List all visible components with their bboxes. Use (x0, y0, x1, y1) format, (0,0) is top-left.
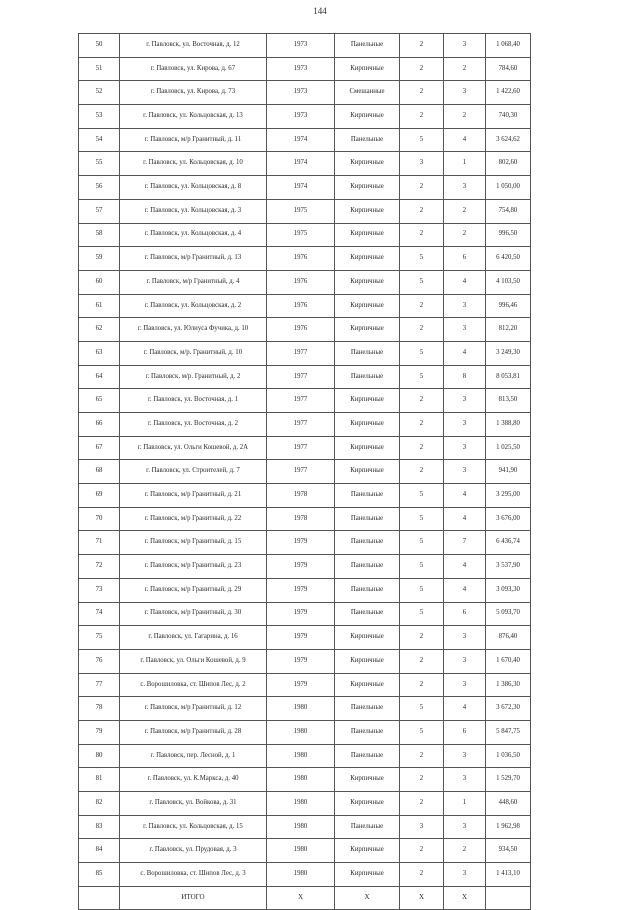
material-cell: Панельные (335, 815, 400, 839)
address-cell: г. Павловск, м/р Гранитный, д. 12 (120, 697, 267, 721)
area-cell: 740,30 (486, 105, 531, 129)
entrances-cell: 3 (444, 81, 486, 105)
floors-cell: 5 (400, 720, 444, 744)
row-number: 65 (79, 389, 120, 413)
material-cell: Кирпичные (335, 389, 400, 413)
material-cell: Кирпичные (335, 223, 400, 247)
year-cell: 1976 (267, 294, 335, 318)
address-cell: с. Ворошиловка, ст. Шипов Лес, д. 3 (120, 863, 267, 887)
table-row (79, 57, 531, 81)
floors-cell: 5 (400, 697, 444, 721)
address-cell: г. Павловск, ул. Юлиуса Фучика, д. 10 (120, 318, 267, 342)
floors-cell: 5 (400, 365, 444, 389)
year-cell: 1977 (267, 436, 335, 460)
material-cell: Кирпичные (335, 649, 400, 673)
table-row (79, 105, 531, 129)
table-row (79, 389, 531, 413)
entrances-cell: 3 (444, 436, 486, 460)
address-cell: г. Павловск, ул. Восточная, д. 12 (120, 34, 267, 58)
area-cell: 1 422,60 (486, 81, 531, 105)
floors-cell: 5 (400, 578, 444, 602)
address-cell: с. Ворошиловка, ст. Шипов Лес, д. 2 (120, 673, 267, 697)
row-number: 64 (79, 365, 120, 389)
table-row (79, 365, 531, 389)
year-cell: 1973 (267, 57, 335, 81)
address-cell: г. Павловск, ул. Кольцовская, д. 13 (120, 105, 267, 129)
material-cell: Панельные (335, 128, 400, 152)
area-cell: 1 962,98 (486, 815, 531, 839)
entrances-cell: 3 (444, 815, 486, 839)
material-cell: Панельные (335, 744, 400, 768)
year-cell: 1979 (267, 649, 335, 673)
area-cell: 6 420,50 (486, 247, 531, 271)
row-number: 71 (79, 531, 120, 555)
row-number: 54 (79, 128, 120, 152)
area-cell: 5 093,70 (486, 602, 531, 626)
entrances-cell: 6 (444, 247, 486, 271)
row-number: 62 (79, 318, 120, 342)
row-number: 74 (79, 602, 120, 626)
total-floors: X (400, 886, 444, 909)
address-cell: г. Павловск, м/р Гранитный, д. 23 (120, 555, 267, 579)
address-cell: г. Павловск, ул. Гагарина, д. 16 (120, 626, 267, 650)
year-cell: 1973 (267, 81, 335, 105)
area-cell: 5 847,75 (486, 720, 531, 744)
table-row (79, 815, 531, 839)
table-row (79, 555, 531, 579)
year-cell: 1975 (267, 199, 335, 223)
table-row (79, 128, 531, 152)
table-row (79, 247, 531, 271)
row-number: 60 (79, 270, 120, 294)
floors-cell: 2 (400, 57, 444, 81)
entrances-cell: 3 (444, 294, 486, 318)
row-number: 52 (79, 81, 120, 105)
address-cell: г. Павловск, м/р Гранитный, д. 4 (120, 270, 267, 294)
area-cell: 1 670,40 (486, 649, 531, 673)
area-cell: 812,20 (486, 318, 531, 342)
floors-cell: 2 (400, 768, 444, 792)
floors-cell: 2 (400, 34, 444, 58)
total-area (486, 886, 531, 909)
entrances-cell: 2 (444, 839, 486, 863)
table-row (79, 152, 531, 176)
row-number: 83 (79, 815, 120, 839)
floors-cell: 2 (400, 176, 444, 200)
material-cell: Кирпичные (335, 57, 400, 81)
row-number: 50 (79, 34, 120, 58)
table-row (79, 744, 531, 768)
table-row (79, 839, 531, 863)
area-cell: 3 624,62 (486, 128, 531, 152)
year-cell: 1975 (267, 223, 335, 247)
area-cell: 3 537,90 (486, 555, 531, 579)
year-cell: 1980 (267, 792, 335, 816)
year-cell: 1974 (267, 152, 335, 176)
table-row (79, 578, 531, 602)
area-cell: 3 249,30 (486, 341, 531, 365)
row-number: 73 (79, 578, 120, 602)
year-cell: 1980 (267, 863, 335, 887)
area-cell: 802,60 (486, 152, 531, 176)
material-cell: Панельные (335, 484, 400, 508)
table-row (79, 176, 531, 200)
total-num-cell (79, 886, 120, 909)
table-row (79, 507, 531, 531)
entrances-cell: 1 (444, 152, 486, 176)
year-cell: 1974 (267, 176, 335, 200)
floors-cell: 2 (400, 673, 444, 697)
table-row (79, 697, 531, 721)
row-number: 63 (79, 341, 120, 365)
year-cell: 1979 (267, 578, 335, 602)
floors-cell: 2 (400, 223, 444, 247)
entrances-cell: 3 (444, 649, 486, 673)
row-number: 80 (79, 744, 120, 768)
area-cell: 1 386,30 (486, 673, 531, 697)
address-cell: г. Павловск, м/р Гранитный, д. 22 (120, 507, 267, 531)
entrances-cell: 2 (444, 105, 486, 129)
material-cell: Панельные (335, 365, 400, 389)
year-cell: 1978 (267, 484, 335, 508)
year-cell: 1979 (267, 626, 335, 650)
material-cell: Панельные (335, 341, 400, 365)
area-cell: 1 413,10 (486, 863, 531, 887)
housing-registry-table (78, 33, 531, 910)
table-row (79, 341, 531, 365)
table-row (79, 81, 531, 105)
address-cell: г. Павловск, ул. Строителей, д. 7 (120, 460, 267, 484)
address-cell: г. Павловск, м/р Гранитный, д. 30 (120, 602, 267, 626)
address-cell: г. Павловск, пер. Лесной, д. 1 (120, 744, 267, 768)
floors-cell: 2 (400, 460, 444, 484)
year-cell: 1980 (267, 768, 335, 792)
row-number: 55 (79, 152, 120, 176)
entrances-cell: 3 (444, 863, 486, 887)
area-cell: 6 436,74 (486, 531, 531, 555)
row-number: 76 (79, 649, 120, 673)
material-cell: Кирпичные (335, 294, 400, 318)
floors-cell: 2 (400, 318, 444, 342)
material-cell: Панельные (335, 602, 400, 626)
entrances-cell: 3 (444, 34, 486, 58)
year-cell: 1979 (267, 673, 335, 697)
entrances-cell: 2 (444, 199, 486, 223)
floors-cell: 5 (400, 484, 444, 508)
year-cell: 1980 (267, 744, 335, 768)
entrances-cell: 8 (444, 365, 486, 389)
floors-cell: 2 (400, 792, 444, 816)
floors-cell: 3 (400, 815, 444, 839)
row-number: 72 (79, 555, 120, 579)
floors-cell: 2 (400, 294, 444, 318)
table-row (79, 768, 531, 792)
address-cell: г. Павловск, ул. Кольцовская, д. 15 (120, 815, 267, 839)
material-cell: Кирпичные (335, 460, 400, 484)
table-row (79, 626, 531, 650)
total-label: ИТОГО (120, 886, 267, 909)
row-number: 61 (79, 294, 120, 318)
address-cell: г. Павловск, м/р. Гранитный, д. 10 (120, 341, 267, 365)
floors-cell: 2 (400, 744, 444, 768)
year-cell: 1974 (267, 128, 335, 152)
area-cell: 3 295,00 (486, 484, 531, 508)
address-cell: г. Павловск, м/р Гранитный, д. 28 (120, 720, 267, 744)
table-row (79, 484, 531, 508)
floors-cell: 5 (400, 531, 444, 555)
area-cell: 813,50 (486, 389, 531, 413)
year-cell: 1977 (267, 341, 335, 365)
row-number: 75 (79, 626, 120, 650)
entrances-cell: 4 (444, 341, 486, 365)
year-cell: 1976 (267, 270, 335, 294)
row-number: 59 (79, 247, 120, 271)
floors-cell: 2 (400, 199, 444, 223)
entrances-cell: 3 (444, 413, 486, 437)
floors-cell: 2 (400, 839, 444, 863)
entrances-cell: 2 (444, 223, 486, 247)
area-cell: 996,50 (486, 223, 531, 247)
year-cell: 1979 (267, 555, 335, 579)
address-cell: г. Павловск, м/р. Гранитный, д. 2 (120, 365, 267, 389)
area-cell: 1 036,50 (486, 744, 531, 768)
table-row (79, 531, 531, 555)
entrances-cell: 3 (444, 318, 486, 342)
material-cell: Кирпичные (335, 626, 400, 650)
table-row (79, 413, 531, 437)
row-number: 57 (79, 199, 120, 223)
area-cell: 1 529,70 (486, 768, 531, 792)
area-cell: 8 053,81 (486, 365, 531, 389)
entrances-cell: 3 (444, 389, 486, 413)
year-cell: 1980 (267, 720, 335, 744)
row-number: 77 (79, 673, 120, 697)
row-number: 81 (79, 768, 120, 792)
floors-cell: 2 (400, 863, 444, 887)
address-cell: г. Павловск, ул. Кирова, д. 67 (120, 57, 267, 81)
area-cell: 996,46 (486, 294, 531, 318)
address-cell: г. Павловск, м/р Гранитный, д. 13 (120, 247, 267, 271)
year-cell: 1973 (267, 34, 335, 58)
entrances-cell: 3 (444, 176, 486, 200)
entrances-cell: 4 (444, 697, 486, 721)
year-cell: 1979 (267, 531, 335, 555)
table-row (79, 673, 531, 697)
material-cell: Кирпичные (335, 768, 400, 792)
address-cell: г. Павловск, ул. Кольцовская, д. 3 (120, 199, 267, 223)
material-cell: Кирпичные (335, 863, 400, 887)
entrances-cell: 3 (444, 673, 486, 697)
table-row (79, 318, 531, 342)
table-row (79, 649, 531, 673)
area-cell: 876,40 (486, 626, 531, 650)
material-cell: Панельные (335, 720, 400, 744)
row-number: 69 (79, 484, 120, 508)
table-row (79, 720, 531, 744)
material-cell: Кирпичные (335, 199, 400, 223)
entrances-cell: 3 (444, 744, 486, 768)
address-cell: г. Павловск, м/р Гранитный, д. 21 (120, 484, 267, 508)
table-row (79, 863, 531, 887)
row-number: 82 (79, 792, 120, 816)
material-cell: Кирпичные (335, 247, 400, 271)
address-cell: г. Павловск, ул. Восточная, д. 2 (120, 413, 267, 437)
total-row (79, 886, 531, 909)
row-number: 85 (79, 863, 120, 887)
entrances-cell: 4 (444, 484, 486, 508)
table-row (79, 460, 531, 484)
entrances-cell: 4 (444, 270, 486, 294)
year-cell: 1976 (267, 318, 335, 342)
area-cell: 1 068,40 (486, 34, 531, 58)
floors-cell: 5 (400, 507, 444, 531)
floors-cell: 2 (400, 649, 444, 673)
table-row (79, 270, 531, 294)
table-body (79, 34, 531, 887)
address-cell: г. Павловск, м/р Гранитный, д. 11 (120, 128, 267, 152)
material-cell: Панельные (335, 578, 400, 602)
table-row (79, 436, 531, 460)
material-cell: Кирпичные (335, 318, 400, 342)
total-year: X (267, 886, 335, 909)
row-number: 66 (79, 413, 120, 437)
row-number: 53 (79, 105, 120, 129)
address-cell: г. Павловск, ул. Кольцовская, д. 8 (120, 176, 267, 200)
material-cell: Кирпичные (335, 152, 400, 176)
table-row (79, 199, 531, 223)
area-cell: 941,90 (486, 460, 531, 484)
material-cell: Кирпичные (335, 176, 400, 200)
floors-cell: 2 (400, 436, 444, 460)
area-cell: 3 093,30 (486, 578, 531, 602)
row-number: 51 (79, 57, 120, 81)
row-number: 78 (79, 697, 120, 721)
material-cell: Кирпичные (335, 792, 400, 816)
floors-cell: 2 (400, 389, 444, 413)
entrances-cell: 3 (444, 626, 486, 650)
address-cell: г. Павловск, ул. Кольцовская, д. 2 (120, 294, 267, 318)
area-cell: 4 103,50 (486, 270, 531, 294)
material-cell: Панельные (335, 34, 400, 58)
row-number: 67 (79, 436, 120, 460)
row-number: 58 (79, 223, 120, 247)
entrances-cell: 2 (444, 57, 486, 81)
address-cell: г. Павловск, ул. Прудовая, д. 3 (120, 839, 267, 863)
year-cell: 1973 (267, 105, 335, 129)
area-cell: 1 050,00 (486, 176, 531, 200)
material-cell: Кирпичные (335, 673, 400, 697)
floors-cell: 5 (400, 602, 444, 626)
material-cell: Панельные (335, 507, 400, 531)
table-row (79, 223, 531, 247)
entrances-cell: 7 (444, 531, 486, 555)
address-cell: г. Павловск, ул. Восточная, д. 1 (120, 389, 267, 413)
year-cell: 1976 (267, 247, 335, 271)
floors-cell: 5 (400, 270, 444, 294)
row-number: 68 (79, 460, 120, 484)
material-cell: Кирпичные (335, 839, 400, 863)
entrances-cell: 3 (444, 768, 486, 792)
entrances-cell: 3 (444, 460, 486, 484)
year-cell: 1977 (267, 365, 335, 389)
material-cell: Кирпичные (335, 436, 400, 460)
material-cell: Панельные (335, 531, 400, 555)
address-cell: г. Павловск, ул. Войкова, д. 31 (120, 792, 267, 816)
area-cell: 934,50 (486, 839, 531, 863)
row-number: 56 (79, 176, 120, 200)
area-cell: 3 676,00 (486, 507, 531, 531)
material-cell: Кирпичные (335, 270, 400, 294)
floors-cell: 5 (400, 247, 444, 271)
address-cell: г. Павловск, ул. К.Маркса, д. 40 (120, 768, 267, 792)
address-cell: г. Павловск, ул. Ольги Кошевой, д. 2А (120, 436, 267, 460)
year-cell: 1980 (267, 697, 335, 721)
year-cell: 1980 (267, 815, 335, 839)
total-material: X (335, 886, 400, 909)
address-cell: г. Павловск, м/р Гранитный, д. 29 (120, 578, 267, 602)
floors-cell: 5 (400, 128, 444, 152)
entrances-cell: 6 (444, 602, 486, 626)
entrances-cell: 4 (444, 578, 486, 602)
year-cell: 1977 (267, 413, 335, 437)
entrances-cell: 1 (444, 792, 486, 816)
area-cell: 784,60 (486, 57, 531, 81)
row-number: 84 (79, 839, 120, 863)
table-row (79, 294, 531, 318)
floors-cell: 2 (400, 413, 444, 437)
floors-cell: 2 (400, 626, 444, 650)
address-cell: г. Павловск, ул. Кирова, д. 73 (120, 81, 267, 105)
row-number: 79 (79, 720, 120, 744)
address-cell: г. Павловск, ул. Ольги Кошевой, д. 9 (120, 649, 267, 673)
year-cell: 1977 (267, 389, 335, 413)
floors-cell: 5 (400, 341, 444, 365)
area-cell: 754,80 (486, 199, 531, 223)
table-row (79, 34, 531, 58)
entrances-cell: 4 (444, 555, 486, 579)
material-cell: Панельные (335, 697, 400, 721)
entrances-cell: 4 (444, 128, 486, 152)
floors-cell: 5 (400, 555, 444, 579)
area-cell: 3 672,30 (486, 697, 531, 721)
floors-cell: 3 (400, 152, 444, 176)
year-cell: 1980 (267, 839, 335, 863)
material-cell: Панельные (335, 555, 400, 579)
floors-cell: 2 (400, 105, 444, 129)
address-cell: г. Павловск, ул. Кольцовская, д. 10 (120, 152, 267, 176)
material-cell: Смешанные (335, 81, 400, 105)
area-cell: 448,60 (486, 792, 531, 816)
floors-cell: 2 (400, 81, 444, 105)
page-number: 144 (313, 6, 327, 16)
year-cell: 1979 (267, 602, 335, 626)
material-cell: Кирпичные (335, 105, 400, 129)
table-row (79, 602, 531, 626)
area-cell: 1 025,50 (486, 436, 531, 460)
address-cell: г. Павловск, ул. Кольцовская, д. 4 (120, 223, 267, 247)
material-cell: Кирпичные (335, 413, 400, 437)
year-cell: 1978 (267, 507, 335, 531)
address-cell: г. Павловск, м/р Гранитный, д. 15 (120, 531, 267, 555)
total-entrances: X (444, 886, 486, 909)
area-cell: 1 388,80 (486, 413, 531, 437)
table-row (79, 792, 531, 816)
year-cell: 1977 (267, 460, 335, 484)
entrances-cell: 4 (444, 507, 486, 531)
row-number: 70 (79, 507, 120, 531)
entrances-cell: 6 (444, 720, 486, 744)
